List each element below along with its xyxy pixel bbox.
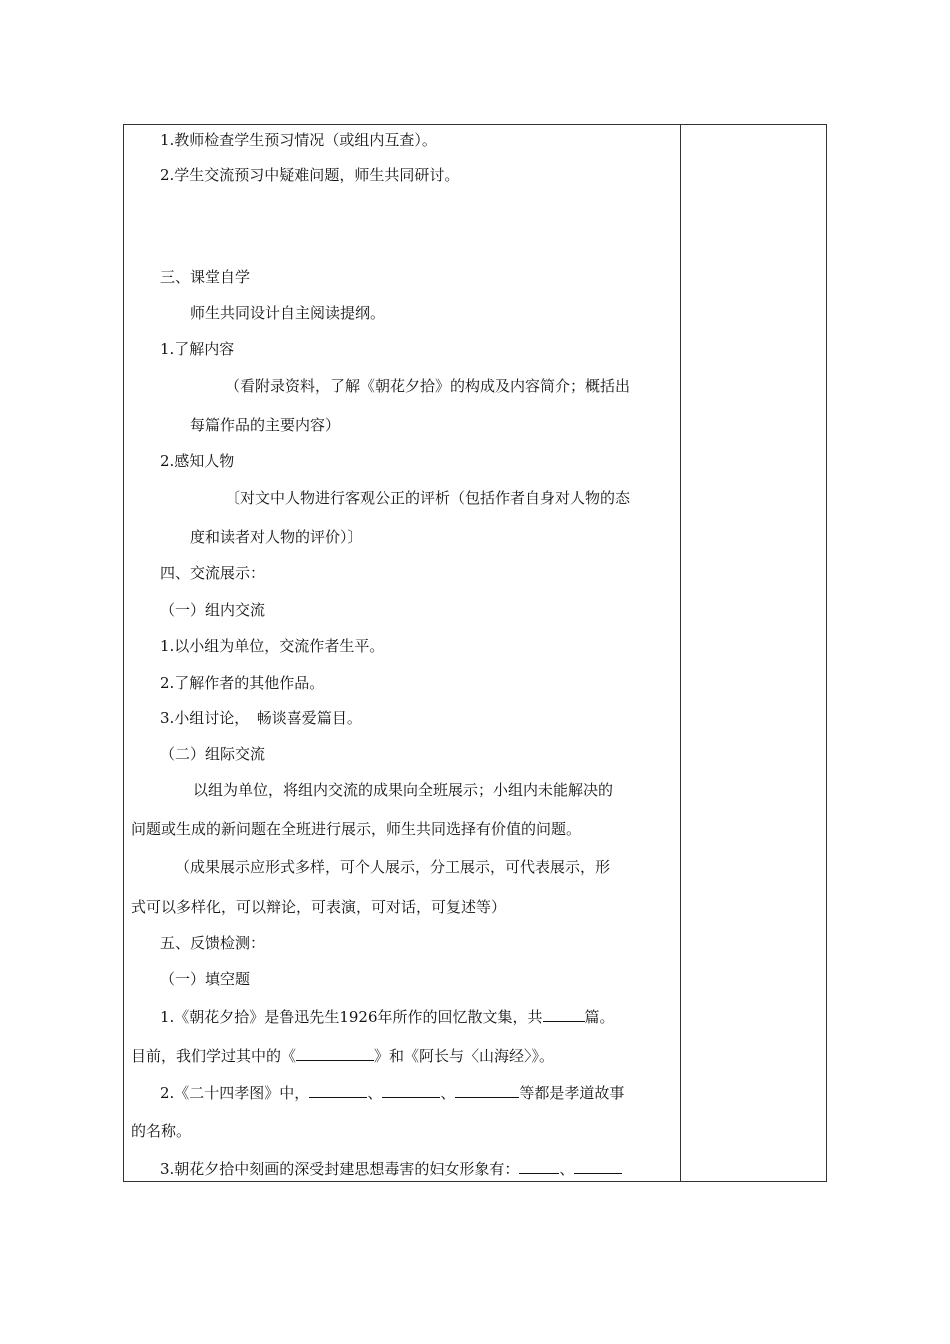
subsection-heading: （一）填空题 [160, 970, 251, 988]
answer-blank[interactable] [543, 1006, 585, 1022]
text-line: 师生共同设计自主阅读提纲。 [190, 304, 386, 322]
fill-question-2 [160, 1082, 624, 1103]
question-text: 2.《二十四孝图》中， [160, 1084, 310, 1102]
question-text: 等都是孝道故事 [519, 1084, 625, 1102]
section-heading: 四、交流展示： [160, 564, 266, 582]
text-line: （成果展示应形式多样，可个人展示，分工展示，可代表展示，形 [175, 858, 611, 876]
text-line: 每篇作品的主要内容） [190, 416, 341, 434]
separator: 、 [367, 1084, 383, 1102]
text-line: 2.感知人物 [160, 452, 235, 470]
text-line: 〔对文中人物进行客观公正的评析（包括作者自身对人物的态 [225, 489, 631, 507]
text-line: 1.以小组为单位，交流作者生平。 [160, 637, 385, 655]
question-text: 篇。 [584, 1008, 615, 1026]
question-text: 3.朝花夕拾中刻画的深受封建思想毒害的妇女形象有： [160, 1160, 520, 1178]
text-line: 1.教师检查学生预习情况（或组内互查）。 [160, 131, 437, 149]
text-line: 2.了解作者的其他作品。 [160, 674, 325, 692]
question-text: 》和《阿长与〈山海经〉》。 [374, 1047, 555, 1065]
answer-blank[interactable] [382, 1082, 440, 1098]
text-line: 1.了解内容 [160, 340, 235, 358]
answer-blank[interactable] [455, 1082, 519, 1098]
text-line: （看附录资料，了解《朝花夕拾》的构成及内容简介；概括出 [225, 377, 631, 395]
text-line: 以组为单位，将组内交流的成果向全班展示；小组内未能解决的 [193, 781, 614, 799]
text-line: 的名称。 [131, 1122, 192, 1140]
answer-blank[interactable] [574, 1158, 622, 1174]
subsection-heading: （一）组内交流 [160, 601, 266, 619]
text-line: 式可以多样化，可以辩论，可表演，可对话，可复述等） [131, 898, 507, 916]
separator: 、 [559, 1160, 575, 1178]
text-line: 度和读者对人物的评价）〕 [190, 528, 363, 546]
notes-cell [681, 125, 826, 1181]
question-text: 目前，我们学过其中的《 [131, 1047, 297, 1065]
answer-blank[interactable] [519, 1158, 559, 1174]
text-line: 3.小组讨论， 畅谈喜爱篇目。 [160, 709, 362, 727]
text-line: 问题或生成的新问题在全班进行展示，师生共同选择有价值的问题。 [131, 820, 582, 838]
separator: 、 [440, 1084, 456, 1102]
subsection-heading: （二）组际交流 [160, 745, 266, 763]
fill-question-3 [160, 1158, 622, 1179]
question-text: 1.《朝花夕拾》是鲁迅先生1926年所作的回忆散文集，共 [160, 1008, 543, 1026]
text-line: 2.学生交流预习中疑难问题，师生共同研讨。 [160, 166, 460, 184]
section-heading: 五、反馈检测： [160, 934, 266, 952]
answer-blank[interactable] [296, 1045, 374, 1061]
fill-question-1-cont [131, 1045, 554, 1066]
fill-question-1 [160, 1006, 615, 1027]
section-heading: 三、课堂自学 [160, 268, 251, 286]
answer-blank[interactable] [309, 1082, 367, 1098]
